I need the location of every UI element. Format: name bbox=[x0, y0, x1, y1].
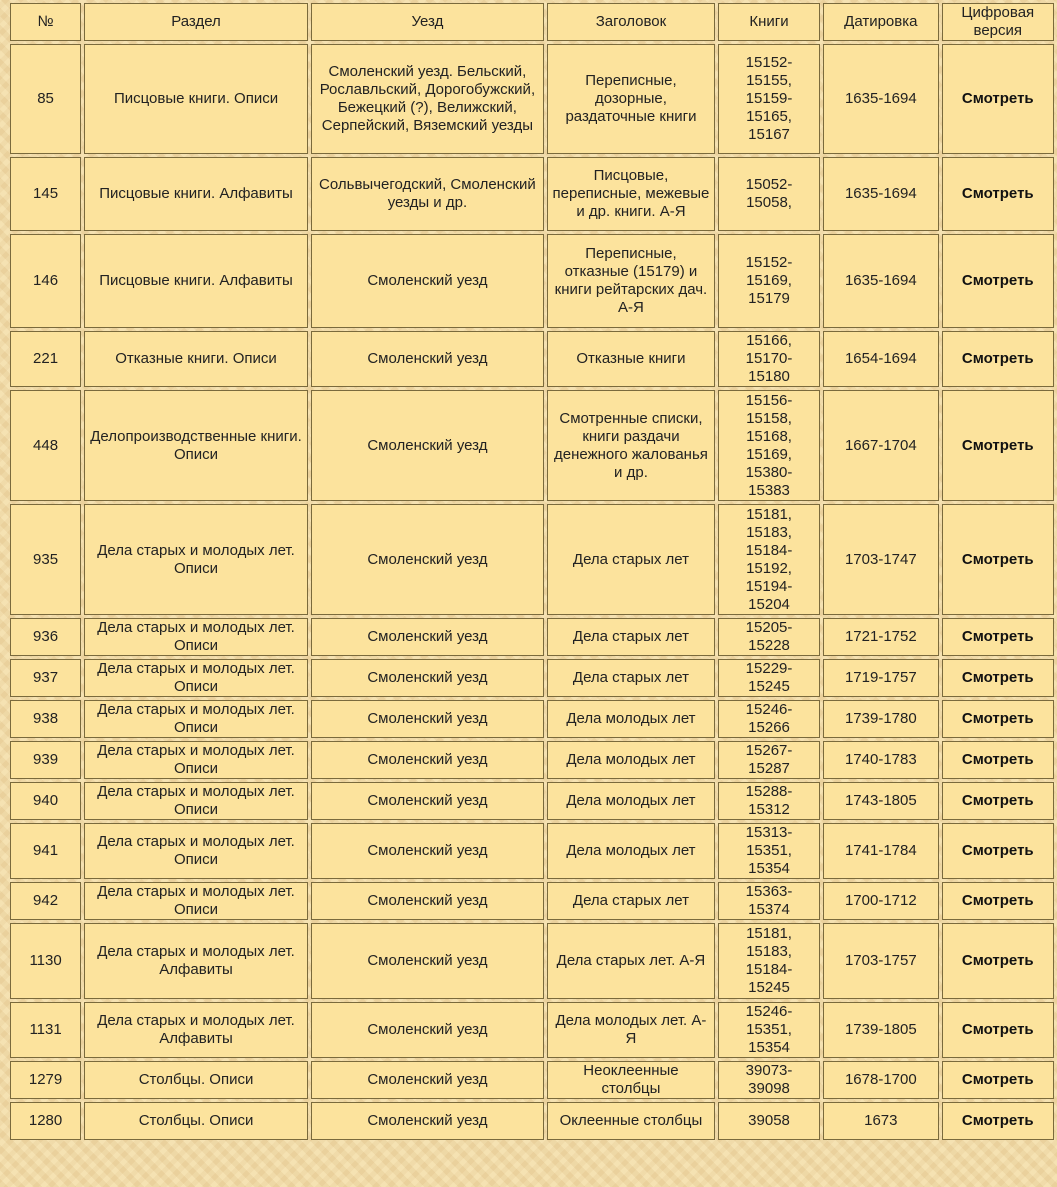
view-link[interactable]: Смотреть bbox=[942, 44, 1054, 154]
cell-uezd: Сольвычегодский, Смоленский уезды и др. bbox=[311, 157, 544, 231]
cell-title: Дела старых лет bbox=[547, 618, 715, 656]
cell-number: 1131 bbox=[10, 1002, 81, 1058]
cell-number: 939 bbox=[10, 741, 81, 779]
header-books: Книги bbox=[718, 3, 820, 41]
cell-dates: 1678-1700 bbox=[823, 1061, 938, 1099]
view-link[interactable]: Смотреть bbox=[942, 331, 1054, 387]
cell-section: Дела старых и молодых лет. Описи bbox=[84, 823, 308, 879]
cell-title: Переписные, отказные (15179) и книги рейтарских дач. А-Я bbox=[547, 234, 715, 328]
cell-title: Отказные книги bbox=[547, 331, 715, 387]
cell-uezd: Смоленский уезд bbox=[311, 923, 544, 999]
cell-title: Дела старых лет. А-Я bbox=[547, 923, 715, 999]
cell-dates: 1740-1783 bbox=[823, 741, 938, 779]
cell-section: Столбцы. Описи bbox=[84, 1061, 308, 1099]
cell-section: Дела старых и молодых лет. Алфавиты bbox=[84, 923, 308, 999]
table-row bbox=[10, 504, 1054, 615]
cell-books: 15363- 15374 bbox=[718, 882, 820, 920]
table-body bbox=[10, 44, 1054, 1140]
archive-table-container bbox=[7, 0, 1057, 1143]
view-link[interactable]: Смотреть bbox=[942, 1061, 1054, 1099]
cell-books: 15152- 15169, 15179 bbox=[718, 234, 820, 328]
cell-books: 15156- 15158, 15168, 15169, 15380- 15383 bbox=[718, 390, 820, 501]
view-link[interactable]: Смотреть bbox=[942, 823, 1054, 879]
cell-books: 15313- 15351, 15354 bbox=[718, 823, 820, 879]
cell-books: 15152- 15155, 15159- 15165, 15167 bbox=[718, 44, 820, 154]
cell-title: Дела старых лет bbox=[547, 882, 715, 920]
cell-uezd: Смоленский уезд bbox=[311, 234, 544, 328]
view-link[interactable]: Смотреть bbox=[942, 882, 1054, 920]
table-row bbox=[10, 823, 1054, 879]
cell-section: Делопроизводственные книги. Описи bbox=[84, 390, 308, 501]
view-link[interactable]: Смотреть bbox=[942, 1002, 1054, 1058]
cell-title: Переписные, дозорные, раздаточные книги bbox=[547, 44, 715, 154]
cell-uezd: Смоленский уезд bbox=[311, 882, 544, 920]
table-row bbox=[10, 741, 1054, 779]
cell-title: Дела молодых лет bbox=[547, 782, 715, 820]
cell-number: 221 bbox=[10, 331, 81, 387]
cell-section: Дела старых и молодых лет. Описи bbox=[84, 618, 308, 656]
archive-table bbox=[7, 0, 1057, 1143]
cell-dates: 1673 bbox=[823, 1102, 938, 1140]
cell-uezd: Смоленский уезд bbox=[311, 782, 544, 820]
view-link[interactable]: Смотреть bbox=[942, 618, 1054, 656]
cell-dates: 1700-1712 bbox=[823, 882, 938, 920]
view-link[interactable]: Смотреть bbox=[942, 741, 1054, 779]
table-row bbox=[10, 1102, 1054, 1140]
cell-books: 15288- 15312 bbox=[718, 782, 820, 820]
cell-uezd: Смоленский уезд bbox=[311, 1002, 544, 1058]
cell-dates: 1741-1784 bbox=[823, 823, 938, 879]
table-row bbox=[10, 659, 1054, 697]
view-link[interactable]: Смотреть bbox=[942, 157, 1054, 231]
cell-number: 1279 bbox=[10, 1061, 81, 1099]
cell-uezd: Смоленский уезд bbox=[311, 504, 544, 615]
cell-section: Дела старых и молодых лет. Описи bbox=[84, 882, 308, 920]
cell-section: Дела старых и молодых лет. Описи bbox=[84, 741, 308, 779]
cell-dates: 1703-1757 bbox=[823, 923, 938, 999]
view-link[interactable]: Смотреть bbox=[942, 1102, 1054, 1140]
view-link[interactable]: Смотреть bbox=[942, 504, 1054, 615]
cell-title: Дела старых лет bbox=[547, 504, 715, 615]
cell-books: 15205- 15228 bbox=[718, 618, 820, 656]
cell-number: 935 bbox=[10, 504, 81, 615]
cell-section: Дела старых и молодых лет. Описи bbox=[84, 700, 308, 738]
cell-books: 39073- 39098 bbox=[718, 1061, 820, 1099]
table-row bbox=[10, 331, 1054, 387]
cell-title: Оклеенные столбцы bbox=[547, 1102, 715, 1140]
cell-section: Дела старых и молодых лет. Описи bbox=[84, 659, 308, 697]
cell-uezd: Смоленский уезд. Бельский, Рославльский, Дорогобужский, Бежецкий (?), Велижский, Серпейский, Вяземский уезды bbox=[311, 44, 544, 154]
table-row bbox=[10, 700, 1054, 738]
header-digital-version: Цифровая версия bbox=[942, 3, 1054, 41]
cell-number: 937 bbox=[10, 659, 81, 697]
table-row bbox=[10, 44, 1054, 154]
table-row bbox=[10, 1002, 1054, 1058]
view-link[interactable]: Смотреть bbox=[942, 782, 1054, 820]
cell-uezd: Смоленский уезд bbox=[311, 390, 544, 501]
table-row bbox=[10, 782, 1054, 820]
view-link[interactable]: Смотреть bbox=[942, 700, 1054, 738]
cell-title: Неоклеенные столбцы bbox=[547, 1061, 715, 1099]
cell-books: 15246- 15266 bbox=[718, 700, 820, 738]
table-row bbox=[10, 618, 1054, 656]
cell-dates: 1743-1805 bbox=[823, 782, 938, 820]
cell-books: 15229- 15245 bbox=[718, 659, 820, 697]
cell-uezd: Смоленский уезд bbox=[311, 823, 544, 879]
cell-dates: 1739-1780 bbox=[823, 700, 938, 738]
cell-books: 15181, 15183, 15184- 15192, 15194- 15204 bbox=[718, 504, 820, 615]
cell-number: 940 bbox=[10, 782, 81, 820]
cell-section: Столбцы. Описи bbox=[84, 1102, 308, 1140]
cell-number: 938 bbox=[10, 700, 81, 738]
cell-number: 145 bbox=[10, 157, 81, 231]
cell-uezd: Смоленский уезд bbox=[311, 1061, 544, 1099]
cell-number: 146 bbox=[10, 234, 81, 328]
cell-title: Писцовые, переписные, межевые и др. книги. А-Я bbox=[547, 157, 715, 231]
table-row bbox=[10, 157, 1054, 231]
header-title: Заголовок bbox=[547, 3, 715, 41]
cell-number: 941 bbox=[10, 823, 81, 879]
cell-title: Дела молодых лет. А-Я bbox=[547, 1002, 715, 1058]
header-row bbox=[10, 3, 1054, 41]
header-dates: Датировка bbox=[823, 3, 938, 41]
cell-uezd: Смоленский уезд bbox=[311, 700, 544, 738]
cell-books: 15181, 15183, 15184- 15245 bbox=[718, 923, 820, 999]
cell-uezd: Смоленский уезд bbox=[311, 618, 544, 656]
table-row bbox=[10, 1061, 1054, 1099]
cell-books: 15267- 15287 bbox=[718, 741, 820, 779]
cell-dates: 1635-1694 bbox=[823, 44, 938, 154]
cell-section: Писцовые книги. Алфавиты bbox=[84, 234, 308, 328]
cell-section: Дела старых и молодых лет. Описи bbox=[84, 782, 308, 820]
table-row bbox=[10, 923, 1054, 999]
cell-dates: 1719-1757 bbox=[823, 659, 938, 697]
view-link[interactable]: Смотреть bbox=[942, 659, 1054, 697]
cell-section: Отказные книги. Описи bbox=[84, 331, 308, 387]
cell-dates: 1635-1694 bbox=[823, 157, 938, 231]
view-link[interactable]: Смотреть bbox=[942, 390, 1054, 501]
table-row bbox=[10, 882, 1054, 920]
view-link[interactable]: Смотреть bbox=[942, 923, 1054, 999]
cell-uezd: Смоленский уезд bbox=[311, 1102, 544, 1140]
cell-books: 15052- 15058, bbox=[718, 157, 820, 231]
cell-title: Дела старых лет bbox=[547, 659, 715, 697]
cell-uezd: Смоленский уезд bbox=[311, 741, 544, 779]
cell-section: Писцовые книги. Алфавиты bbox=[84, 157, 308, 231]
cell-section: Дела старых и молодых лет. Описи bbox=[84, 504, 308, 615]
table-row bbox=[10, 234, 1054, 328]
cell-dates: 1635-1694 bbox=[823, 234, 938, 328]
cell-uezd: Смоленский уезд bbox=[311, 659, 544, 697]
cell-books: 39058 bbox=[718, 1102, 820, 1140]
table-row bbox=[10, 390, 1054, 501]
cell-dates: 1703-1747 bbox=[823, 504, 938, 615]
cell-title: Дела молодых лет bbox=[547, 700, 715, 738]
cell-dates: 1739-1805 bbox=[823, 1002, 938, 1058]
cell-books: 15166, 15170- 15180 bbox=[718, 331, 820, 387]
header-section: Раздел bbox=[84, 3, 308, 41]
cell-number: 936 bbox=[10, 618, 81, 656]
cell-dates: 1654-1694 bbox=[823, 331, 938, 387]
cell-dates: 1721-1752 bbox=[823, 618, 938, 656]
cell-title: Дела молодых лет bbox=[547, 741, 715, 779]
cell-number: 1130 bbox=[10, 923, 81, 999]
cell-section: Писцовые книги. Описи bbox=[84, 44, 308, 154]
cell-books: 15246- 15351, 15354 bbox=[718, 1002, 820, 1058]
cell-number: 85 bbox=[10, 44, 81, 154]
header-number: № bbox=[10, 3, 81, 41]
cell-dates: 1667-1704 bbox=[823, 390, 938, 501]
cell-number: 1280 bbox=[10, 1102, 81, 1140]
view-link[interactable]: Смотреть bbox=[942, 234, 1054, 328]
cell-number: 942 bbox=[10, 882, 81, 920]
cell-number: 448 bbox=[10, 390, 81, 501]
cell-title: Дела молодых лет bbox=[547, 823, 715, 879]
header-uezd: Уезд bbox=[311, 3, 544, 41]
cell-title: Смотренные списки, книги раздачи денежного жалованья и др. bbox=[547, 390, 715, 501]
cell-uezd: Смоленский уезд bbox=[311, 331, 544, 387]
cell-section: Дела старых и молодых лет. Алфавиты bbox=[84, 1002, 308, 1058]
